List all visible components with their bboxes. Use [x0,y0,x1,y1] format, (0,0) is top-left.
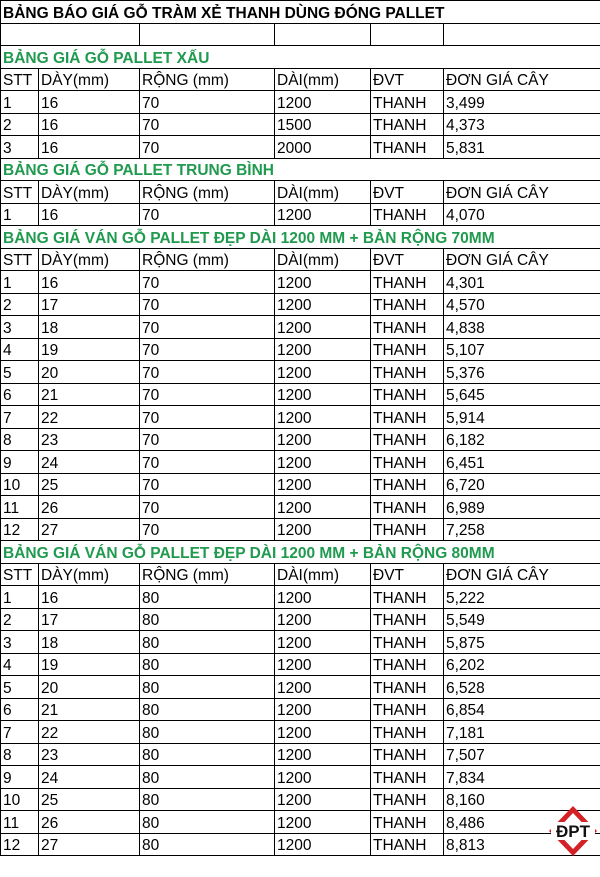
unit-cell: THANH [371,518,444,541]
unit-cell: THANH [371,721,444,744]
thickness-cell: 17 [39,608,140,631]
stt-cell: 2 [1,608,39,631]
price-cell: 5,645 [444,383,600,406]
column-header-row [1,248,600,271]
header-width: RỘNG (mm) [140,181,275,204]
unit-cell: THANH [371,608,444,631]
thickness-cell: 24 [39,766,140,789]
price-cell: 6,854 [444,698,600,721]
width-cell: 70 [140,518,275,541]
header-length: DÀI(mm) [275,181,371,204]
section-heading-row [1,158,600,181]
price-cell: 3,499 [444,91,600,114]
unit-cell: THANH [371,586,444,609]
unit-cell: THANH [371,451,444,474]
header-thickness: DÀY(mm) [39,248,140,271]
length-cell: 1200 [275,293,371,316]
header-price: ĐƠN GIÁ CÂY [444,563,600,586]
stt-cell: 1 [1,203,39,226]
width-cell: 80 [140,608,275,631]
thickness-cell: 26 [39,811,140,834]
width-cell: 70 [140,136,275,159]
stt-cell: 4 [1,653,39,676]
thickness-cell: 19 [39,653,140,676]
table-row [1,91,600,114]
stt-cell: 2 [1,293,39,316]
header-price: ĐƠN GIÁ CÂY [444,181,600,204]
unit-cell: THANH [371,293,444,316]
thickness-cell: 20 [39,676,140,699]
width-cell: 80 [140,676,275,699]
page-title: BẢNG BÁO GIÁ GỖ TRÀM XẺ THANH DÙNG ĐÓNG PALLET [1,1,600,24]
width-cell: 70 [140,91,275,114]
table-row [1,833,600,856]
width-cell: 80 [140,653,275,676]
column-header-row [1,68,600,91]
blank-cell [444,23,600,46]
length-cell: 1200 [275,406,371,429]
unit-cell: THANH [371,676,444,699]
length-cell: 1200 [275,586,371,609]
table-row [1,721,600,744]
length-cell: 1200 [275,833,371,856]
section-heading: BẢNG GIÁ GỖ PALLET XẤU [1,46,600,69]
header-stt: STT [1,68,39,91]
table-row [1,406,600,429]
table-row [1,383,600,406]
price-cell: 6,182 [444,428,600,451]
length-cell: 1200 [275,788,371,811]
length-cell: 1200 [275,271,371,294]
unit-cell: THANH [371,91,444,114]
unit-cell: THANH [371,113,444,136]
price-cell: 5,549 [444,608,600,631]
price-cell: 7,507 [444,743,600,766]
thickness-cell: 16 [39,113,140,136]
table-row [1,451,600,474]
table-row [1,293,600,316]
stt-cell: 9 [1,451,39,474]
width-cell: 70 [140,428,275,451]
stt-cell: 3 [1,631,39,654]
stt-cell: 5 [1,361,39,384]
unit-cell: THANH [371,766,444,789]
price-cell: 6,989 [444,496,600,519]
thickness-cell: 16 [39,136,140,159]
unit-cell: THANH [371,631,444,654]
section-heading: BẢNG GIÁ GỖ PALLET TRUNG BÌNH [1,158,600,181]
header-thickness: DÀY(mm) [39,68,140,91]
section-heading: BẢNG GIÁ VÁN GỖ PALLET ĐẸP DÀI 1200 MM + BẢN RỘNG 80MM [1,541,600,564]
length-cell: 1200 [275,473,371,496]
thickness-cell: 23 [39,743,140,766]
table-row [1,788,600,811]
header-length: DÀI(mm) [275,563,371,586]
unit-cell: THANH [371,136,444,159]
length-cell: 1200 [275,518,371,541]
length-cell: 1200 [275,721,371,744]
width-cell: 80 [140,743,275,766]
price-cell: 4,301 [444,271,600,294]
table-row [1,473,600,496]
table-row [1,338,600,361]
width-cell: 80 [140,833,275,856]
section-heading-row [1,226,600,249]
thickness-cell: 16 [39,271,140,294]
thickness-cell: 17 [39,293,140,316]
price-cell: 7,258 [444,518,600,541]
stt-cell: 3 [1,316,39,339]
price-cell: 6,720 [444,473,600,496]
width-cell: 70 [140,316,275,339]
width-cell: 70 [140,383,275,406]
table-row [1,316,600,339]
thickness-cell: 23 [39,428,140,451]
length-cell: 2000 [275,136,371,159]
title-row [1,1,600,24]
header-unit: ĐVT [371,68,444,91]
price-cell: 5,222 [444,586,600,609]
logo-text: ĐPT [556,822,590,841]
unit-cell: THANH [371,473,444,496]
thickness-cell: 21 [39,383,140,406]
length-cell: 1200 [275,428,371,451]
length-cell: 1200 [275,451,371,474]
table-row [1,203,600,226]
length-cell: 1200 [275,91,371,114]
unit-cell: THANH [371,406,444,429]
thickness-cell: 24 [39,451,140,474]
thickness-cell: 26 [39,496,140,519]
price-cell: 5,914 [444,406,600,429]
table-row [1,496,600,519]
blank-cell [371,23,444,46]
thickness-cell: 25 [39,788,140,811]
stt-cell: 12 [1,833,39,856]
unit-cell: THANH [371,271,444,294]
table-row [1,653,600,676]
table-row [1,271,600,294]
price-cell: 5,875 [444,631,600,654]
dpt-logo-icon [548,805,598,857]
section-heading-row [1,46,600,69]
thickness-cell: 18 [39,631,140,654]
stt-cell: 6 [1,698,39,721]
price-cell: 8,813 [444,833,600,856]
price-cell: 8,160 [444,788,600,811]
header-stt: STT [1,563,39,586]
table-row [1,811,600,834]
unit-cell: THANH [371,743,444,766]
stt-cell: 11 [1,496,39,519]
stt-cell: 10 [1,788,39,811]
blank-row [1,23,600,46]
width-cell: 70 [140,203,275,226]
price-cell: 7,181 [444,721,600,744]
width-cell: 80 [140,698,275,721]
width-cell: 70 [140,451,275,474]
unit-cell: THANH [371,811,444,834]
unit-cell: THANH [371,338,444,361]
header-width: RỘNG (mm) [140,248,275,271]
table-row [1,631,600,654]
width-cell: 70 [140,338,275,361]
stt-cell: 1 [1,586,39,609]
section-heading-row [1,541,600,564]
price-cell: 4,070 [444,203,600,226]
thickness-cell: 22 [39,406,140,429]
section-heading: BẢNG GIÁ VÁN GỖ PALLET ĐẸP DÀI 1200 MM + BẢN RỘNG 70MM [1,226,600,249]
length-cell: 1200 [275,338,371,361]
price-cell: 7,834 [444,766,600,789]
price-cell: 4,570 [444,293,600,316]
table-row [1,113,600,136]
width-cell: 70 [140,361,275,384]
table-row [1,361,600,384]
length-cell: 1200 [275,811,371,834]
stt-cell: 6 [1,383,39,406]
stt-cell: 9 [1,766,39,789]
column-header-row [1,563,600,586]
width-cell: 80 [140,721,275,744]
stt-cell: 2 [1,113,39,136]
header-stt: STT [1,181,39,204]
header-unit: ĐVT [371,181,444,204]
length-cell: 1200 [275,203,371,226]
thickness-cell: 21 [39,698,140,721]
unit-cell: THANH [371,383,444,406]
stt-cell: 4 [1,338,39,361]
price-cell: 6,451 [444,451,600,474]
price-cell: 8,486 [444,811,600,834]
width-cell: 70 [140,496,275,519]
table-row [1,428,600,451]
thickness-cell: 27 [39,833,140,856]
price-cell: 4,838 [444,316,600,339]
blank-cell [275,23,371,46]
header-width: RỘNG (mm) [140,563,275,586]
price-cell: 5,107 [444,338,600,361]
stt-cell: 12 [1,518,39,541]
table-row [1,743,600,766]
thickness-cell: 22 [39,721,140,744]
price-table-body [1,1,600,856]
thickness-cell: 25 [39,473,140,496]
thickness-cell: 16 [39,91,140,114]
table-row [1,518,600,541]
width-cell: 80 [140,811,275,834]
width-cell: 70 [140,473,275,496]
header-unit: ĐVT [371,563,444,586]
stt-cell: 8 [1,743,39,766]
stt-cell: 5 [1,676,39,699]
stt-cell: 11 [1,811,39,834]
thickness-cell: 16 [39,586,140,609]
length-cell: 1200 [275,631,371,654]
header-price: ĐƠN GIÁ CÂY [444,248,600,271]
width-cell: 70 [140,293,275,316]
length-cell: 1200 [275,743,371,766]
thickness-cell: 27 [39,518,140,541]
price-cell: 6,528 [444,676,600,699]
thickness-cell: 18 [39,316,140,339]
price-cell: 5,831 [444,136,600,159]
column-header-row [1,181,600,204]
stt-cell: 10 [1,473,39,496]
table-row [1,136,600,159]
header-thickness: DÀY(mm) [39,181,140,204]
width-cell: 80 [140,766,275,789]
header-stt: STT [1,248,39,271]
thickness-cell: 16 [39,203,140,226]
unit-cell: THANH [371,833,444,856]
width-cell: 80 [140,788,275,811]
stt-cell: 1 [1,91,39,114]
length-cell: 1200 [275,766,371,789]
length-cell: 1200 [275,653,371,676]
stt-cell: 7 [1,406,39,429]
unit-cell: THANH [371,203,444,226]
table-row [1,766,600,789]
length-cell: 1200 [275,383,371,406]
header-length: DÀI(mm) [275,248,371,271]
unit-cell: THANH [371,653,444,676]
length-cell: 1200 [275,608,371,631]
length-cell: 1200 [275,698,371,721]
header-width: RỘNG (mm) [140,68,275,91]
thickness-cell: 20 [39,361,140,384]
unit-cell: THANH [371,788,444,811]
length-cell: 1200 [275,316,371,339]
width-cell: 70 [140,271,275,294]
table-row [1,586,600,609]
unit-cell: THANH [371,496,444,519]
length-cell: 1200 [275,361,371,384]
table-row [1,608,600,631]
stt-cell: 7 [1,721,39,744]
length-cell: 1200 [275,676,371,699]
width-cell: 70 [140,113,275,136]
width-cell: 70 [140,406,275,429]
stt-cell: 8 [1,428,39,451]
unit-cell: THANH [371,361,444,384]
price-cell: 6,202 [444,653,600,676]
price-cell: 4,373 [444,113,600,136]
price-cell: 5,376 [444,361,600,384]
width-cell: 80 [140,631,275,654]
thickness-cell: 19 [39,338,140,361]
header-thickness: DÀY(mm) [39,563,140,586]
table-row [1,698,600,721]
header-unit: ĐVT [371,248,444,271]
header-price: ĐƠN GIÁ CÂY [444,68,600,91]
table-row [1,676,600,699]
unit-cell: THANH [371,428,444,451]
blank-cell [140,23,275,46]
stt-cell: 3 [1,136,39,159]
length-cell: 1200 [275,496,371,519]
stt-cell: 1 [1,271,39,294]
header-length: DÀI(mm) [275,68,371,91]
blank-cell [1,23,140,46]
width-cell: 80 [140,586,275,609]
unit-cell: THANH [371,316,444,339]
unit-cell: THANH [371,698,444,721]
length-cell: 1500 [275,113,371,136]
